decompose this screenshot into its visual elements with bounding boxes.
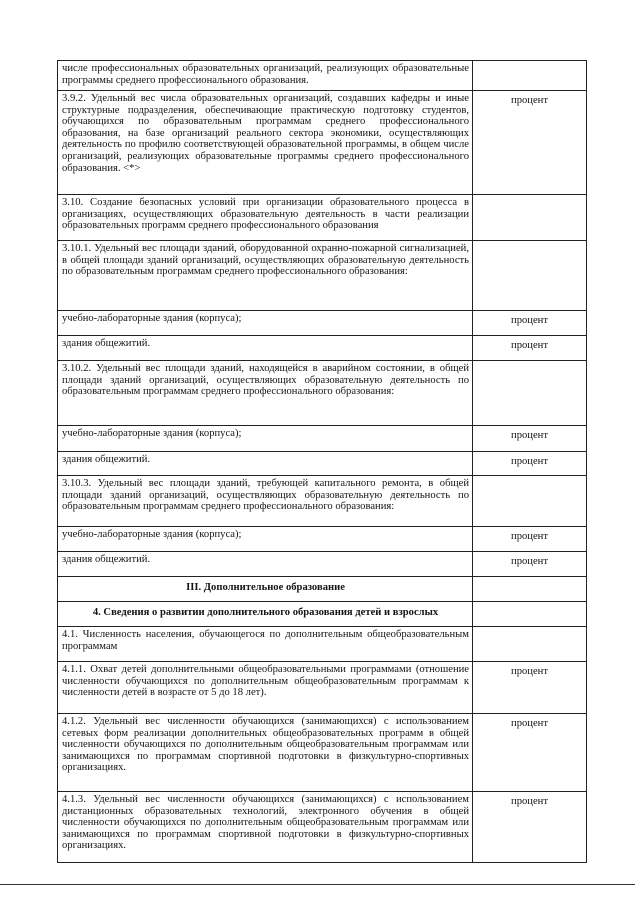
unit-cell: процент [511, 796, 548, 807]
indicator-text: 4.1.1. Охват детей дополнительными общеобразовательными программами (отношение численности обучающихся по дополнительным общеобразовательным программам к численности детей в возрасте от 5 до 18 лет). [58, 662, 473, 713]
unit-cell [473, 61, 586, 90]
unit-cell: процент [511, 95, 548, 106]
table-row [58, 662, 586, 714]
section-heading: III. Дополнительное образование [58, 577, 473, 601]
unit-cell [473, 627, 586, 661]
table-row [58, 452, 586, 476]
indicator-text: 4.1.3. Удельный вес численности обучающихся (занимающихся) с использованием дистанционных образовательных технологий, электронного обучения в общей численности обучающихся по дополнительным общеобразовательным программам или занимающихся по программам спортивной подготовки в физкультурно-спортивных организациях. [58, 792, 473, 862]
indicator-text: 3.10. Создание безопасных условий при организации образовательного процесса в организациях, осуществляющих образовательную деятельность в части реализации образовательных программ среднего профессионального образования [58, 195, 473, 240]
unit-cell: процент [511, 456, 548, 467]
unit-cell [473, 602, 586, 626]
table-row [58, 336, 586, 361]
unit-cell [473, 241, 586, 310]
table-row [58, 241, 586, 311]
table-row [58, 714, 586, 792]
indicator-text: 3.10.2. Удельный вес площади зданий, находящейся в аварийном состоянии, в общей площади зданий организаций, осуществляющих образовательную деятельность по образовательным программам среднего профессионального образования: [58, 361, 473, 425]
indicator-text: числе профессиональных образовательных организаций, реализующих образовательные программы среднего профессионального образования. [58, 61, 473, 90]
table-row [58, 792, 586, 862]
table-row [58, 91, 586, 195]
table-row [58, 426, 586, 452]
table-row [58, 476, 586, 527]
unit-cell: процент [511, 556, 548, 567]
unit-cell [473, 476, 586, 526]
table-row [58, 311, 586, 336]
indicator-text: 3.10.3. Удельный вес площади зданий, требующей капитального ремонта, в общей площади зданий организаций, осуществляющих образовательную деятельность по образовательным программам среднего профессионального образования: [58, 476, 473, 526]
table-row [58, 361, 586, 426]
indicator-text: учебно-лабораторные здания (корпуса); [58, 527, 473, 551]
unit-cell [473, 577, 586, 601]
indicator-text: 4.1.2. Удельный вес численности обучающихся (занимающихся) с использованием сетевых форм реализации дополнительных общеобразовательных программ в общей численности обучающихся по дополнительным общеобразовательным программам или занимающихся по программам спортивной подготовки в физкультурно-спортивных организациях. [58, 714, 473, 791]
subsection-heading: 4. Сведения о развитии дополнительного образования детей и взрослых [58, 602, 473, 626]
indicator-text: 4.1. Численность населения, обучающегося по дополнительным общеобразовательным программам [58, 627, 473, 661]
unit-cell [473, 195, 586, 240]
unit-cell [473, 361, 586, 425]
indicator-text: здания общежитий. [58, 452, 473, 475]
table-row [58, 552, 586, 577]
table-row [58, 61, 586, 91]
table-row [58, 627, 586, 662]
indicator-text: 3.9.2. Удельный вес числа образовательных организаций, создавших кафедры и иные структурные подразделения, обеспечивающие практическую подготовку студентов, обучающихся по образовательным программам среднего профессионального образования, на базе организаций реального сектора экономики, осуществляющих деятельность по профилю соответствующей образовательной программы, в общем числе организаций, реализующих образовательные программы среднего профессионального образования. <*> [58, 91, 473, 194]
unit-cell: процент [511, 430, 548, 441]
unit-cell: процент [511, 340, 548, 351]
indicator-text: учебно-лабораторные здания (корпуса); [58, 426, 473, 451]
indicator-text: здания общежитий. [58, 336, 473, 360]
unit-cell: процент [511, 718, 548, 729]
unit-cell: процент [511, 531, 548, 542]
indicator-text: здания общежитий. [58, 552, 473, 576]
section-heading-row [58, 602, 586, 627]
indicator-text: учебно-лабораторные здания (корпуса); [58, 311, 473, 335]
unit-cell: процент [511, 666, 548, 677]
page-bottom-rule [0, 884, 635, 885]
section-heading-row [58, 577, 586, 602]
table-row [58, 195, 586, 241]
table-row [58, 527, 586, 552]
indicators-table [57, 60, 587, 863]
unit-cell: процент [511, 315, 548, 326]
indicator-text: 3.10.1. Удельный вес площади зданий, оборудованной охранно-пожарной сигнализацией, в общей площади зданий организаций, осуществляющих образовательную деятельность по образовательным программам среднего профессионального образования: [58, 241, 473, 310]
